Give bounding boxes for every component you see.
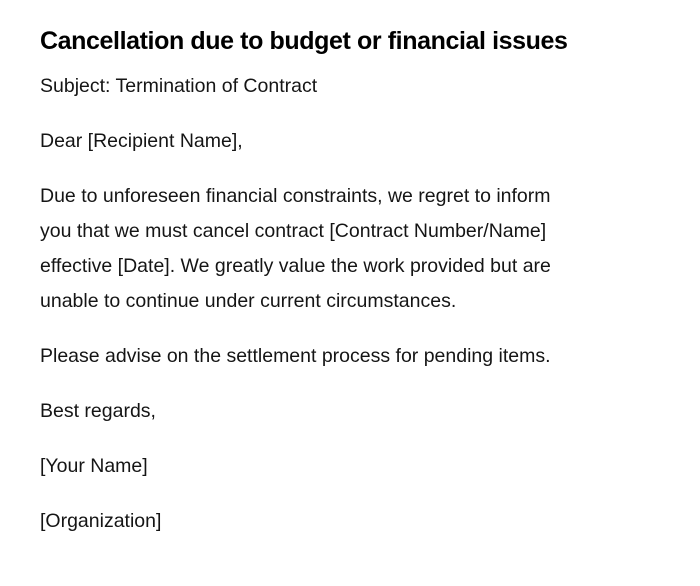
letter-salutation: Dear [Recipient Name],	[40, 130, 243, 152]
letter-body-line: Due to unforeseen financial constraints, we regret to inform	[40, 185, 551, 207]
letter-body-line: unable to continue under current circumstances.	[40, 290, 457, 312]
letter-body-paragraph	[40, 179, 660, 319]
letter-subject: Subject: Termination of Contract	[40, 75, 318, 97]
letter-closing: Best regards,	[40, 400, 156, 422]
page-title: Cancellation due to budget or financial issues	[40, 27, 568, 55]
letter-request: Please advise on the settlement process for pending items.	[40, 345, 551, 367]
letter-body-line: effective [Date]. We greatly value the work provided but are	[40, 255, 551, 277]
letter-body-line: you that we must cancel contract [Contract Number/Name]	[40, 220, 547, 242]
letter-document	[40, 26, 660, 539]
signer-name: [Your Name]	[40, 455, 148, 477]
signer-organization: [Organization]	[40, 510, 162, 532]
